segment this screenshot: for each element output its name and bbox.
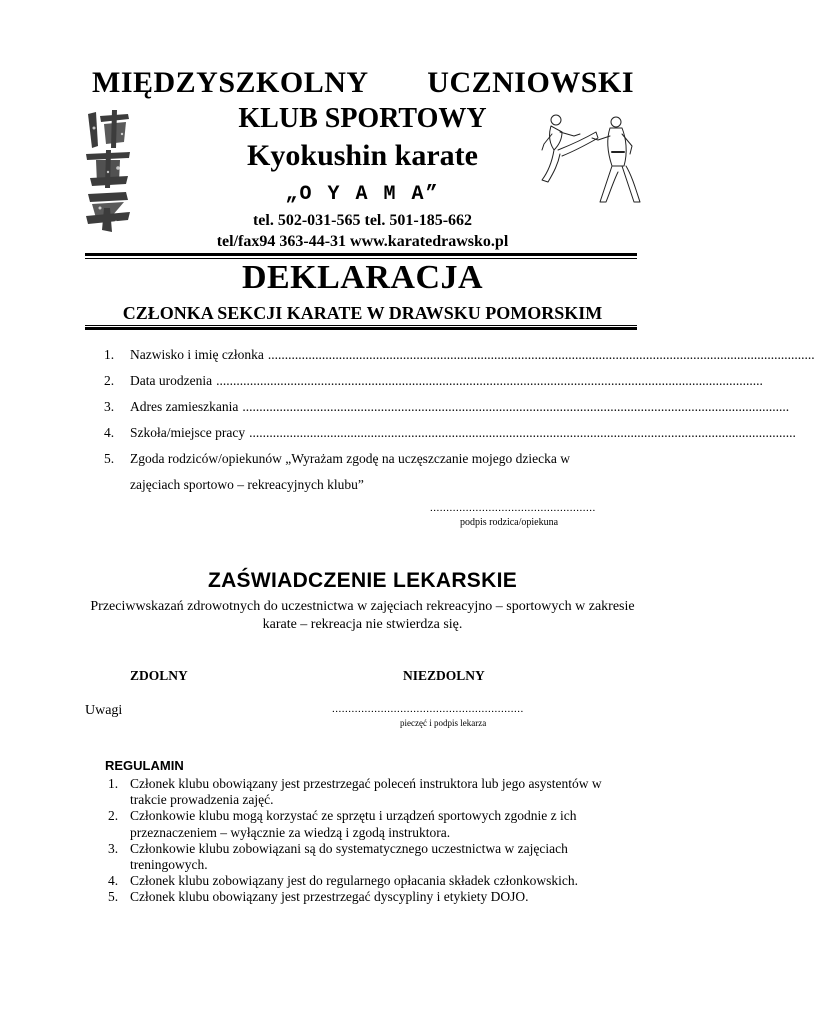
declaration-subtitle: CZŁONKA SEKCJI KARATE W DRAWSKU POMORSKIM [122,303,603,323]
form-field-consent [104,450,624,476]
consent-text-line2: zajęciach sportowo – rekreacyjnych klubu” [130,477,364,492]
field-number: 5. [104,451,115,466]
rule-text: Członkowie klubu mogą korzystać ze sprzętu i urządzeń sportowych zgodnie z ich przeznaczeniem – wyłącznie za wiedzą i zgodą instruktora. [130,808,577,840]
field-number: 3. [104,399,115,414]
field-dots: .................................................................................................................................................................. [242,399,790,414]
rule-text: Członek klubu zobowiązany jest do regularnego opłacania składek członkowskich. [130,873,578,889]
rules-list [108,776,628,906]
fit-label: ZDOLNY [130,668,188,683]
form-field-birthdate[interactable] [104,372,763,398]
karate-fighters-icon [538,110,644,206]
parent-signature-caption: podpis rodzica/opiekuna [460,517,559,528]
header-rule [85,253,637,256]
doctor-signature-line[interactable]: ........................................................... [332,703,524,715]
rule-number: 4. [108,873,119,889]
rule-number: 3. [108,840,119,856]
club-title-line1 [92,66,634,100]
form-field-school[interactable] [104,424,796,450]
subtitle-rule-thin [85,325,637,326]
rule-text: Członkowie klubu zobowiązani są do systematycznego uczestnictwa w zajęciach treningowych. [130,840,568,873]
style-name: Kyokushin karate [247,139,478,172]
parent-signature-line[interactable]: ................................................... [430,502,596,514]
club-title-word2: UCZNIOWSKI [427,66,634,99]
club-title-word1: MIĘDZYSZKOLNY [92,66,369,99]
notes-label: Uwagi [85,703,123,718]
unfit-label: NIEZDOLNY [403,668,485,683]
rule-item [108,808,628,840]
subtitle-rule [85,327,637,330]
contact-fax-web: tel/fax94 363-44-31 www.karatedrawsko.pl [216,233,509,250]
rule-number: 5. [108,889,119,905]
club-title-line2: KLUB SPORTOWY [238,103,487,134]
rule-item [108,873,628,889]
rule-text: Członek klubu obowiązany jest przestrzegać poleceń instruktora lub jego asystentów w trakcie prowadzenia zajęć. [130,776,602,808]
medical-certificate-title: ZAŚWIADCZENIE LEKARSKIE [207,569,518,592]
doctor-signature-caption: pieczęć i podpis lekarza [400,718,487,728]
rule-text: Członek klubu obowiązany jest przestrzegać dyscypliny i etykiety DOJO. [130,889,529,905]
field-number: 4. [104,425,115,440]
form-field-address[interactable] [104,398,790,424]
rule-item [108,841,628,873]
field-label: Szkoła/miejsce pracy [130,425,246,440]
consent-text-line1: Zgoda rodziców/opiekunów „Wyrażam zgodę na uczęszczanie mojego dziecka w [130,451,570,466]
rule-number: 1. [108,776,119,791]
field-number: 2. [104,373,115,388]
club-name: „O Y A M A” [285,183,440,206]
form-field-name[interactable] [104,346,815,372]
rule-number: 2. [108,808,119,824]
declaration-title: DEKLARACJA [241,259,484,296]
field-dots: .................................................................................................................................................................. [267,347,815,362]
declaration-form [104,346,815,502]
rule-item [108,776,628,808]
medical-certificate-text: Przeciwwskazań zdrowotnych do uczestnictwa w zajęciach rekreacyjno – sportowych w zakresie karate – rekreacja nie stwierdza się. [90,599,635,632]
contact-phones: tel. 502-031-565 tel. 501-185-662 [252,212,473,229]
field-number: 1. [104,347,115,362]
rule-item [108,889,628,905]
field-label: Nazwisko i imię członka [130,347,264,362]
kanji-calligraphy-logo-icon [82,108,134,234]
field-dots: .................................................................................................................................................................. [249,425,796,440]
rules-heading: REGULAMIN [105,758,184,773]
field-label: Data urodzenia [130,373,213,388]
field-dots: .................................................................................................................................................................. [216,373,763,388]
field-label: Adres zamieszkania [130,399,239,414]
